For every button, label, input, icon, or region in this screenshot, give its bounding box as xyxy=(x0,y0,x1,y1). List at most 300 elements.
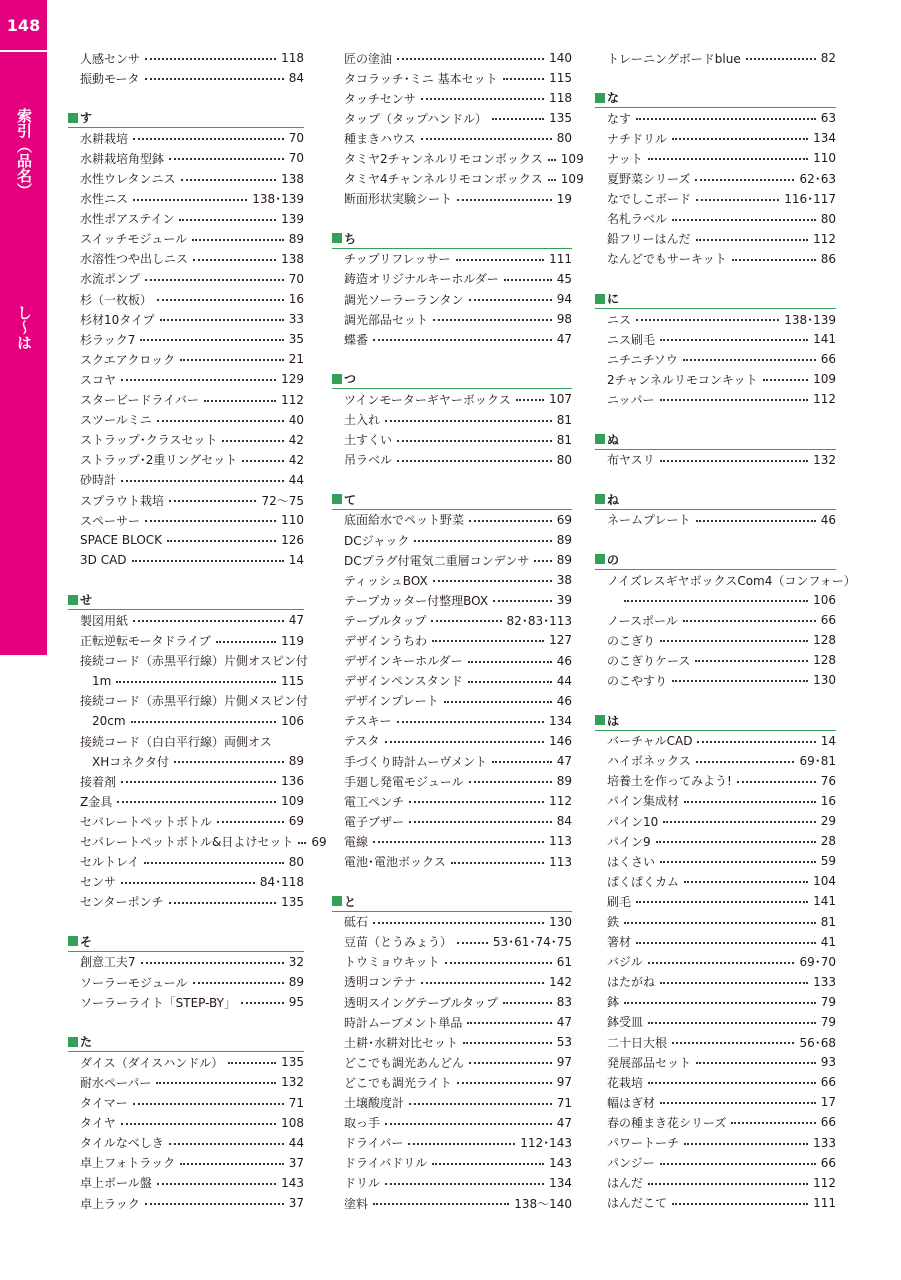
index-entry xyxy=(68,691,309,711)
entry-page-ref: 138〜140 xyxy=(514,1196,572,1211)
index-entry xyxy=(68,530,304,550)
index-entry xyxy=(68,711,304,731)
entry-name: のこぎりケース xyxy=(607,653,691,668)
index-entry xyxy=(68,249,304,269)
dot-leader xyxy=(145,1203,284,1205)
index-entry xyxy=(68,831,327,851)
entry-name: 水溶性つや出しニス xyxy=(80,252,189,267)
spacer xyxy=(332,872,572,892)
entry-name: 土耕･水耕対比セット xyxy=(344,1035,459,1050)
entry-name: 夏野菜シリーズ xyxy=(607,172,691,187)
entry-name: トウミョウキット xyxy=(344,955,440,970)
entry-name: 調光ソーラーランタン xyxy=(344,292,464,307)
entry-page-ref: 53 xyxy=(556,1035,572,1050)
entry-page-ref: 136 xyxy=(281,774,304,789)
entry-page-ref: 130 xyxy=(549,914,572,929)
index-entry xyxy=(595,229,836,249)
index-entry xyxy=(332,1133,572,1153)
dot-leader xyxy=(648,1022,816,1024)
entry-page-ref: 118 xyxy=(549,91,572,106)
entry-name: 培養土を作ってみよう! xyxy=(607,774,732,789)
index-entry xyxy=(332,410,572,430)
index-entry xyxy=(595,952,836,972)
dot-leader xyxy=(144,862,283,864)
entry-name: パワートーチ xyxy=(607,1136,680,1151)
entry-name: パイン集成材 xyxy=(607,794,680,809)
heading-text: の xyxy=(607,552,620,567)
entry-name: デザインうちわ xyxy=(344,633,428,648)
index-entry xyxy=(332,711,572,731)
index-entry xyxy=(68,852,304,872)
index-entry xyxy=(595,791,836,811)
index-entry xyxy=(332,1153,572,1173)
entry-page-ref: 133 xyxy=(813,974,836,989)
dot-leader xyxy=(683,359,816,361)
dot-leader xyxy=(133,138,284,140)
index-entry xyxy=(332,1093,572,1113)
index-entry xyxy=(595,1052,836,1072)
index-entry xyxy=(595,249,836,269)
entry-name: 鋳造オリジナルキーホルダー xyxy=(344,272,499,287)
entry-page-ref: 69･81 xyxy=(799,754,836,769)
entry-page-ref: 71 xyxy=(556,1095,572,1110)
dot-leader xyxy=(697,741,815,743)
entry-name: ネームプレート xyxy=(607,513,691,528)
entry-name: スイッチモジュール xyxy=(80,232,188,247)
dot-leader xyxy=(169,902,277,904)
entry-name: ノースポール xyxy=(607,613,678,628)
dot-leader xyxy=(444,701,552,703)
entry-name: 杉ラック7 xyxy=(80,332,136,347)
kana-section-heading xyxy=(595,711,836,731)
spacer xyxy=(595,410,836,430)
index-entry xyxy=(68,68,304,88)
spacer xyxy=(68,912,304,932)
entry-page-ref: 134 xyxy=(549,713,572,728)
heading-square-icon xyxy=(595,554,605,564)
entry-page-ref: 82 xyxy=(820,51,836,66)
entry-page-ref: 66 xyxy=(820,613,836,628)
index-column-3 xyxy=(595,48,856,1213)
index-entry xyxy=(332,530,572,550)
entry-page-ref: 44 xyxy=(288,1135,304,1150)
index-entry xyxy=(595,1032,836,1052)
entry-name: テスキー xyxy=(344,714,392,729)
heading-square-icon xyxy=(595,294,605,304)
entry-page-ref: 134 xyxy=(813,131,836,146)
index-entry xyxy=(595,871,836,891)
index-entry xyxy=(595,48,836,68)
entry-page-ref: 82･83･113 xyxy=(506,613,572,628)
entry-name: パンジー xyxy=(607,1156,655,1171)
entry-page-ref: 56･68 xyxy=(799,1035,836,1050)
dot-leader xyxy=(451,862,544,864)
heading-text: に xyxy=(607,292,620,307)
index-entry xyxy=(332,671,572,691)
entry-page-ref: 80 xyxy=(556,452,572,467)
dot-leader xyxy=(648,1183,808,1185)
entry-name: 接続コード（赤黒平行線）片側メスピン付 xyxy=(80,694,309,709)
entry-name: 電線 xyxy=(344,834,369,849)
entry-name: チップリフレッサー xyxy=(344,252,451,267)
dot-leader xyxy=(457,1082,552,1084)
entry-name: ティッシュBOX xyxy=(344,573,428,588)
dot-leader xyxy=(385,420,552,422)
dot-leader xyxy=(204,400,276,402)
entry-page-ref: 32 xyxy=(288,954,304,969)
dot-leader xyxy=(684,801,816,803)
dot-leader xyxy=(421,98,544,100)
entry-page-ref: 44 xyxy=(288,472,304,487)
heading-text: た xyxy=(80,1035,93,1050)
index-entry xyxy=(68,1093,304,1113)
entry-name: ドリル xyxy=(344,1176,381,1191)
index-entry xyxy=(332,1173,572,1193)
index-entry xyxy=(332,751,572,771)
dot-leader xyxy=(731,1122,815,1124)
entry-name: 杉材10タイプ xyxy=(80,312,155,327)
dot-leader xyxy=(145,78,284,80)
index-entry xyxy=(68,1153,304,1173)
entry-name: スコヤ xyxy=(80,372,117,387)
entry-page-ref: 81 xyxy=(820,914,836,929)
heading-text: せ xyxy=(80,593,93,608)
dot-leader xyxy=(672,1203,808,1205)
index-entry xyxy=(332,108,572,128)
entry-name: 水耕栽培 xyxy=(80,131,129,146)
entry-name: タップ（タップハンドル） xyxy=(344,111,488,126)
heading-text: ぬ xyxy=(607,432,620,447)
dot-leader xyxy=(672,680,808,682)
entry-name: 振動モータ xyxy=(80,71,140,86)
entry-name: セルトレイ xyxy=(80,855,140,870)
entry-page-ref: 112 xyxy=(281,392,304,407)
dot-leader xyxy=(156,1082,276,1084)
entry-name: ぱくぱくカム xyxy=(607,874,680,889)
dot-leader xyxy=(421,982,544,984)
dot-leader xyxy=(636,901,808,903)
index-column-2 xyxy=(332,48,584,1213)
index-entry xyxy=(332,1113,572,1133)
spacer xyxy=(595,691,836,711)
entry-name: 卓上ラック xyxy=(80,1196,140,1211)
entry-page-ref: 106 xyxy=(813,593,836,608)
entry-page-ref: 69･70 xyxy=(799,955,836,970)
dot-leader xyxy=(145,279,284,281)
heading-text: そ xyxy=(80,934,93,949)
entry-name: ハイボネックス xyxy=(607,754,691,769)
entry-page-ref: 37 xyxy=(288,1196,304,1211)
entry-name: 杉（一枚板） xyxy=(80,292,153,307)
dot-leader xyxy=(457,199,552,201)
entry-name: ドライバー xyxy=(344,1136,404,1151)
entry-name: タミヤ2チャンネルリモコンボックス xyxy=(344,152,543,167)
entry-page-ref: 19 xyxy=(556,191,572,206)
kana-section-heading xyxy=(595,430,836,450)
index-entry xyxy=(68,490,304,510)
heading-square-icon xyxy=(68,113,78,123)
entry-name: 箸材 xyxy=(607,935,632,950)
entry-page-ref: 127 xyxy=(549,633,572,648)
entry-page-ref: 59 xyxy=(820,854,836,869)
index-entry xyxy=(68,771,304,791)
entry-name: 製図用紙 xyxy=(80,613,129,628)
entry-name: 正転逆転モータドライブ xyxy=(80,634,211,649)
dot-leader xyxy=(373,922,544,924)
entry-name: 種まきハウス xyxy=(344,131,416,146)
entry-page-ref: 142 xyxy=(549,974,572,989)
entry-page-ref: 115 xyxy=(549,71,572,86)
dot-leader xyxy=(696,199,779,201)
heading-square-icon xyxy=(595,715,605,725)
entry-page-ref: 86 xyxy=(820,251,836,266)
entry-name: 2チャンネルリモコンキット xyxy=(607,372,758,387)
dot-leader xyxy=(145,58,276,60)
dot-leader xyxy=(468,661,552,663)
heading-square-icon xyxy=(332,233,342,243)
index-entry xyxy=(332,1072,572,1092)
dot-leader xyxy=(216,641,276,643)
dot-leader xyxy=(160,319,284,321)
index-entry xyxy=(68,610,304,630)
dot-leader xyxy=(636,118,816,120)
entry-page-ref: 132 xyxy=(281,1075,304,1090)
entry-page-ref: 39 xyxy=(556,593,572,608)
index-entry xyxy=(68,470,304,490)
dot-leader xyxy=(548,159,556,161)
entry-name: 創意工夫7 xyxy=(80,955,136,970)
index-entry xyxy=(68,349,304,369)
dot-leader xyxy=(121,781,276,783)
entry-page-ref: 80 xyxy=(556,131,572,146)
entry-name: スタービードライバー xyxy=(80,393,199,408)
entry-page-ref: 47 xyxy=(556,332,572,347)
entry-page-ref: 42 xyxy=(288,432,304,447)
index-entry xyxy=(332,610,572,630)
entry-name: セパレートペットボトル xyxy=(80,814,213,829)
dot-leader xyxy=(696,1062,816,1064)
entry-name: 水性ウレタンニス xyxy=(80,172,176,187)
entry-page-ref: 69 xyxy=(311,834,327,849)
heading-text: ね xyxy=(607,492,620,507)
entry-page-ref: 28 xyxy=(820,834,836,849)
entry-page-ref: 44 xyxy=(556,673,572,688)
entry-page-ref: 66 xyxy=(820,1075,836,1090)
index-entry xyxy=(595,1112,836,1132)
entry-name: ニッパー xyxy=(607,392,655,407)
index-entry xyxy=(68,229,304,249)
index-entry xyxy=(68,269,304,289)
dot-leader xyxy=(121,480,284,482)
index-entry xyxy=(595,731,836,751)
entry-name: ニチニチソウ xyxy=(607,352,678,367)
dot-leader xyxy=(636,319,779,321)
dot-leader xyxy=(414,540,551,542)
dot-leader xyxy=(663,821,815,823)
index-entry xyxy=(68,1072,304,1092)
entry-name: 卓上ボール盤 xyxy=(80,1176,152,1191)
index-entry xyxy=(595,1012,836,1032)
index-entry xyxy=(68,48,304,68)
index-entry xyxy=(332,1052,572,1072)
entry-name: デザインペンスタンド xyxy=(344,674,463,689)
entry-page-ref: 109 xyxy=(281,794,304,809)
kana-section-heading xyxy=(332,369,572,389)
entry-page-ref: 141 xyxy=(813,332,836,347)
index-entry xyxy=(68,791,304,811)
entry-page-ref: 138･139 xyxy=(252,192,304,207)
dot-leader xyxy=(492,761,552,763)
dot-leader xyxy=(133,620,284,622)
entry-page-ref: 17 xyxy=(820,1095,836,1110)
entry-page-ref: 110 xyxy=(813,151,836,166)
dot-leader xyxy=(624,600,808,602)
entry-page-ref: 94 xyxy=(556,292,572,307)
index-entry xyxy=(595,851,836,871)
entry-name: 調光部品セット xyxy=(344,312,429,327)
dot-leader xyxy=(672,1042,794,1044)
dot-leader xyxy=(468,681,552,683)
entry-name: 時計ムーブメント単品 xyxy=(344,1015,463,1030)
entry-page-ref: 106 xyxy=(281,713,304,728)
entry-name: 鉢受皿 xyxy=(607,1015,644,1030)
dot-leader xyxy=(397,721,545,723)
kana-section-heading xyxy=(68,108,304,128)
index-entry xyxy=(68,430,304,450)
dot-leader xyxy=(179,219,276,221)
spacer xyxy=(68,88,304,108)
entry-page-ref: 141 xyxy=(813,894,836,909)
entry-name: 人感センサ xyxy=(80,51,141,66)
entry-page-ref: 113 xyxy=(549,854,572,869)
entry-name: タコラッチ･ミニ 基本セット xyxy=(344,71,498,86)
entry-name: ニス刷毛 xyxy=(607,332,656,347)
entry-page-ref: 112 xyxy=(813,231,836,246)
entry-name: なす xyxy=(607,111,632,126)
index-entry xyxy=(595,992,836,1012)
entry-page-ref: 79 xyxy=(820,1014,836,1029)
dot-leader xyxy=(433,319,552,321)
entry-name: 土すくい xyxy=(344,433,393,448)
entry-page-ref: 80 xyxy=(820,211,836,226)
dot-leader xyxy=(456,259,545,261)
entry-page-ref: 97 xyxy=(556,1075,572,1090)
index-entry xyxy=(68,168,304,188)
entry-page-ref: 62･63 xyxy=(799,172,836,187)
entry-name: はくさい xyxy=(607,854,656,869)
entry-name: スペーサー xyxy=(80,513,141,528)
heading-square-icon xyxy=(595,434,605,444)
entry-page-ref: 116･117 xyxy=(784,192,836,207)
index-entry xyxy=(68,892,304,912)
entry-name: タミヤ4チャンネルリモコンボックス xyxy=(344,172,543,187)
index-entry xyxy=(68,209,304,229)
spacer xyxy=(595,68,836,88)
dot-leader xyxy=(660,861,816,863)
entry-page-ref: 41 xyxy=(820,934,836,949)
index-entry xyxy=(332,169,584,189)
heading-square-icon xyxy=(595,494,605,504)
entry-name: 電子ブザー xyxy=(344,814,405,829)
index-entry xyxy=(332,771,572,791)
dot-leader xyxy=(696,761,795,763)
entry-page-ref: 110 xyxy=(281,513,304,528)
dot-leader xyxy=(432,1163,544,1165)
index-entry xyxy=(68,390,304,410)
index-entry xyxy=(595,1153,836,1173)
dot-leader xyxy=(121,379,276,381)
entry-name: テスタ xyxy=(344,734,380,749)
entry-page-ref: 71 xyxy=(288,1095,304,1110)
spacer xyxy=(595,470,836,490)
dot-leader xyxy=(433,580,552,582)
dot-leader xyxy=(169,500,256,502)
dot-leader xyxy=(516,399,544,401)
index-entry xyxy=(595,911,836,931)
dot-leader xyxy=(180,359,284,361)
entry-name: タッチセンサ xyxy=(344,91,416,106)
index-entry xyxy=(68,450,304,470)
kana-section-heading xyxy=(332,892,572,912)
entry-name: はたがね xyxy=(607,975,656,990)
index-entry xyxy=(595,510,836,530)
entry-name: 吊ラベル xyxy=(344,453,393,468)
entry-page-ref: 66 xyxy=(820,352,836,367)
entry-name: ソーラーライト「STEP-BY」 xyxy=(80,995,236,1010)
entry-name: センサ xyxy=(80,875,117,890)
entry-page-ref: 47 xyxy=(288,613,304,628)
dot-leader xyxy=(684,881,808,883)
entry-page-ref: 33 xyxy=(288,312,304,327)
entry-name: ノイズレスギヤボックスCom4（コンフォー） xyxy=(607,573,856,588)
entry-name: スクエアクロック xyxy=(80,352,176,367)
heading-square-icon xyxy=(595,93,605,103)
entry-page-ref: 115 xyxy=(281,673,304,688)
dot-leader xyxy=(397,58,544,60)
entry-name: 水流ポンプ xyxy=(80,272,141,287)
dot-leader xyxy=(217,821,284,823)
entry-name: バジル xyxy=(607,955,643,970)
entry-page-ref: 112 xyxy=(813,392,836,407)
entry-page-ref: 46 xyxy=(820,512,836,527)
entry-page-ref: 108 xyxy=(281,1115,304,1130)
entry-page-ref: 16 xyxy=(820,793,836,808)
index-entry xyxy=(332,309,572,329)
dot-leader xyxy=(695,179,794,181)
kana-section-heading xyxy=(68,932,304,952)
entry-name: 取っ手 xyxy=(344,1116,381,1131)
index-entry xyxy=(595,932,836,952)
kana-section-heading xyxy=(332,229,572,249)
index-entry xyxy=(68,1133,304,1153)
index-entry xyxy=(332,329,572,349)
entry-name: 豆苗（とうみょう） xyxy=(344,935,453,950)
dot-leader xyxy=(696,520,816,522)
index-entry xyxy=(595,751,836,771)
index-entry xyxy=(332,450,572,470)
index-entry xyxy=(332,1193,572,1213)
dot-leader xyxy=(385,1183,544,1185)
entry-page-ref: 126 xyxy=(281,533,304,548)
entry-name: デザインプレート xyxy=(344,694,439,709)
index-entry xyxy=(595,891,836,911)
index-entry xyxy=(595,630,836,650)
entry-name: 二十日大根 xyxy=(607,1035,668,1050)
entry-name: 電工ペンチ xyxy=(344,794,405,809)
entry-page-ref: 112･143 xyxy=(520,1136,572,1151)
entry-page-ref: 138 xyxy=(281,171,304,186)
index-entry xyxy=(595,610,836,630)
